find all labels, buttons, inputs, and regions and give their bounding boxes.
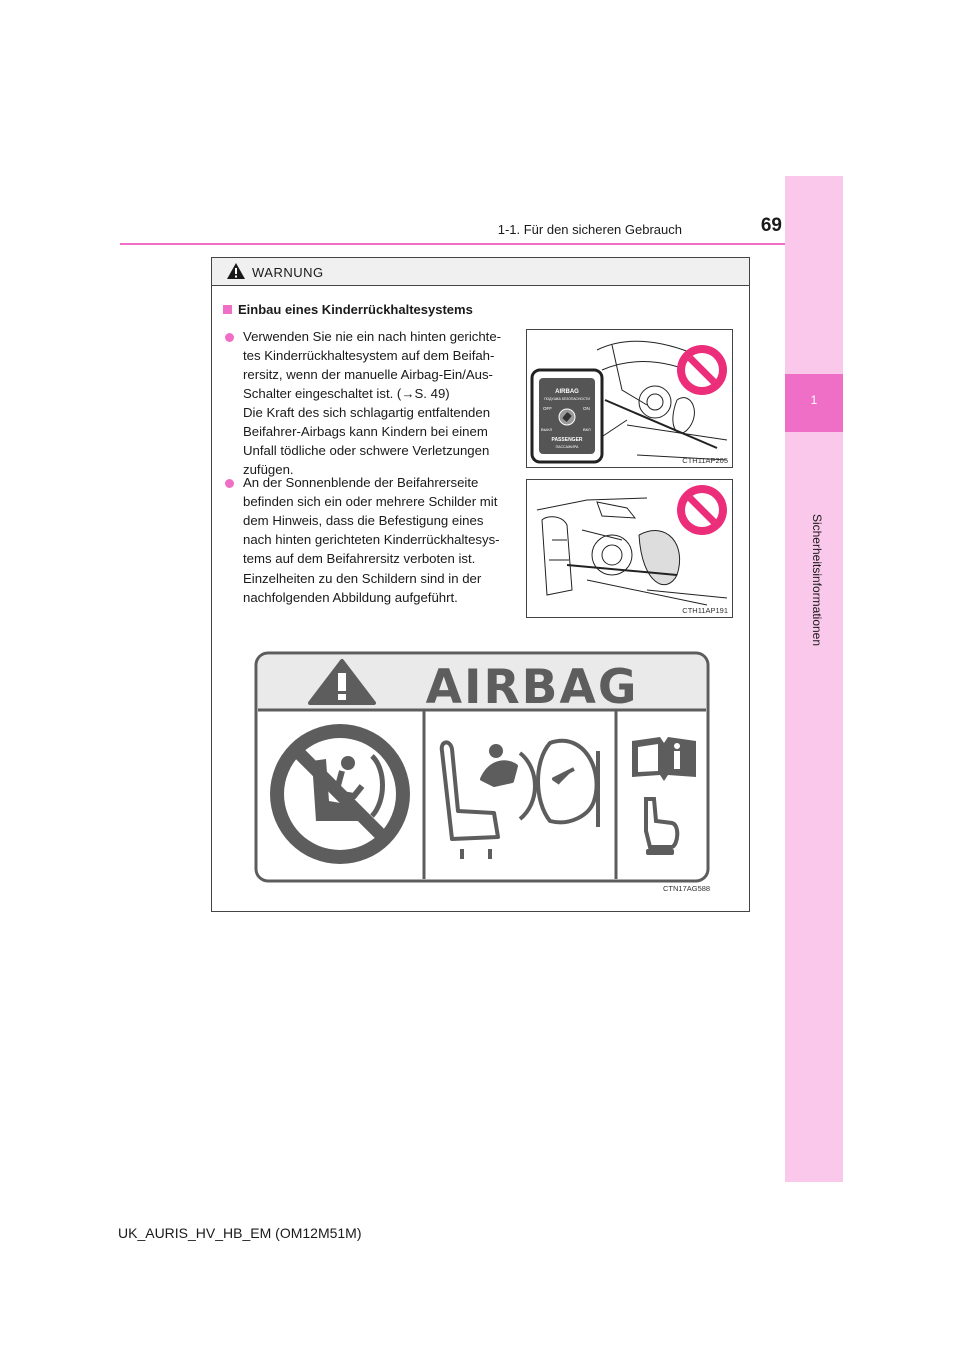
label-title: AIRBAG (425, 660, 639, 715)
text-line: Schalter eingeschaltet ist. (→S. 49) (243, 386, 450, 401)
switch-title: AIRBAG (555, 389, 579, 395)
note-text (243, 569, 516, 607)
chapter-side-tab (785, 176, 843, 1182)
figure-caption: CTH11AP205 (682, 456, 728, 465)
subheading-marker-icon (223, 305, 232, 314)
text-line: Unfall tödliche oder schwere Verletzungen (243, 443, 490, 458)
prohibition-icon (677, 485, 727, 535)
text-line: An der Sonnenblende der Beifahrerseite (243, 475, 479, 490)
text-line: zufügen. (243, 462, 294, 477)
warning-triangle-icon (226, 262, 246, 280)
warning-title: WARNUNG (252, 265, 324, 280)
figure-sun-visor (526, 479, 733, 618)
bullet2-text (243, 473, 516, 568)
chapter-number: 1 (810, 393, 818, 407)
text-line: rersitz, wenn der manuelle Airbag-Ein/Aus- (243, 367, 493, 382)
text-line: Einzelheiten zu den Schildern sind in der (243, 571, 482, 586)
figure-caption: CTN17AG588 (663, 884, 711, 893)
text-line: Die Kraft des sich schlagartig entfaltenden (243, 405, 491, 420)
switch-passenger-ru: ПАССАЖИРА (555, 445, 579, 449)
chapter-label: Sicherheitsinformationen (810, 513, 824, 647)
switch-on: ON (583, 406, 590, 411)
subheading: Einbau eines Kinderrückhaltesystems (238, 302, 473, 317)
passenger-seat-illustration (527, 480, 732, 617)
switch-passenger: PASSENGER (551, 437, 583, 443)
figure-airbag-switch (526, 329, 733, 468)
dashboard-illustration (527, 330, 732, 467)
text-line: dem Hinweis, dass die Befestigung eines (243, 513, 484, 528)
bullet-icon (225, 479, 234, 488)
bullet-icon (225, 333, 234, 342)
switch-on-ru: ВКЛ (583, 427, 591, 432)
text-line: tems auf dem Beifahrersitz verboten ist. (243, 551, 476, 566)
text-line: Verwenden Sie nie ein nach hinten gerichte- (243, 329, 502, 344)
text-line: nach hinten gerichteten Kinderrückhaltesys- (243, 532, 500, 547)
switch-off: OFF (543, 406, 552, 411)
no-child-seat-icon (270, 724, 410, 864)
header-rule (120, 243, 785, 245)
model-code: UK_AURIS_HV_HB_EM (OM12M51M) (118, 1225, 362, 1241)
text-line: nachfolgenden Abbildung aufgeführt. (243, 590, 458, 605)
switch-off-ru: ВЫКЛ (541, 427, 553, 432)
text-line: tes Kinderrückhaltesystem auf dem Beifah- (243, 348, 495, 363)
airbag-warning-label (254, 651, 710, 883)
figure-caption: CTH11AP191 (682, 606, 728, 615)
page-number: 69 (760, 215, 782, 236)
switch-subtitle: ПОДУШКА БЕЗОПАСНОСТИ (544, 397, 590, 401)
section-title: 1-1. Für den sicheren Gebrauch (497, 222, 682, 237)
text-line: befinden sich ein oder mehrere Schilder mit (243, 494, 498, 509)
text-line: Beifahrer-Airbags kann Kindern bei einem (243, 424, 488, 439)
bullet1-text (243, 327, 516, 479)
prohibition-icon (677, 345, 727, 395)
